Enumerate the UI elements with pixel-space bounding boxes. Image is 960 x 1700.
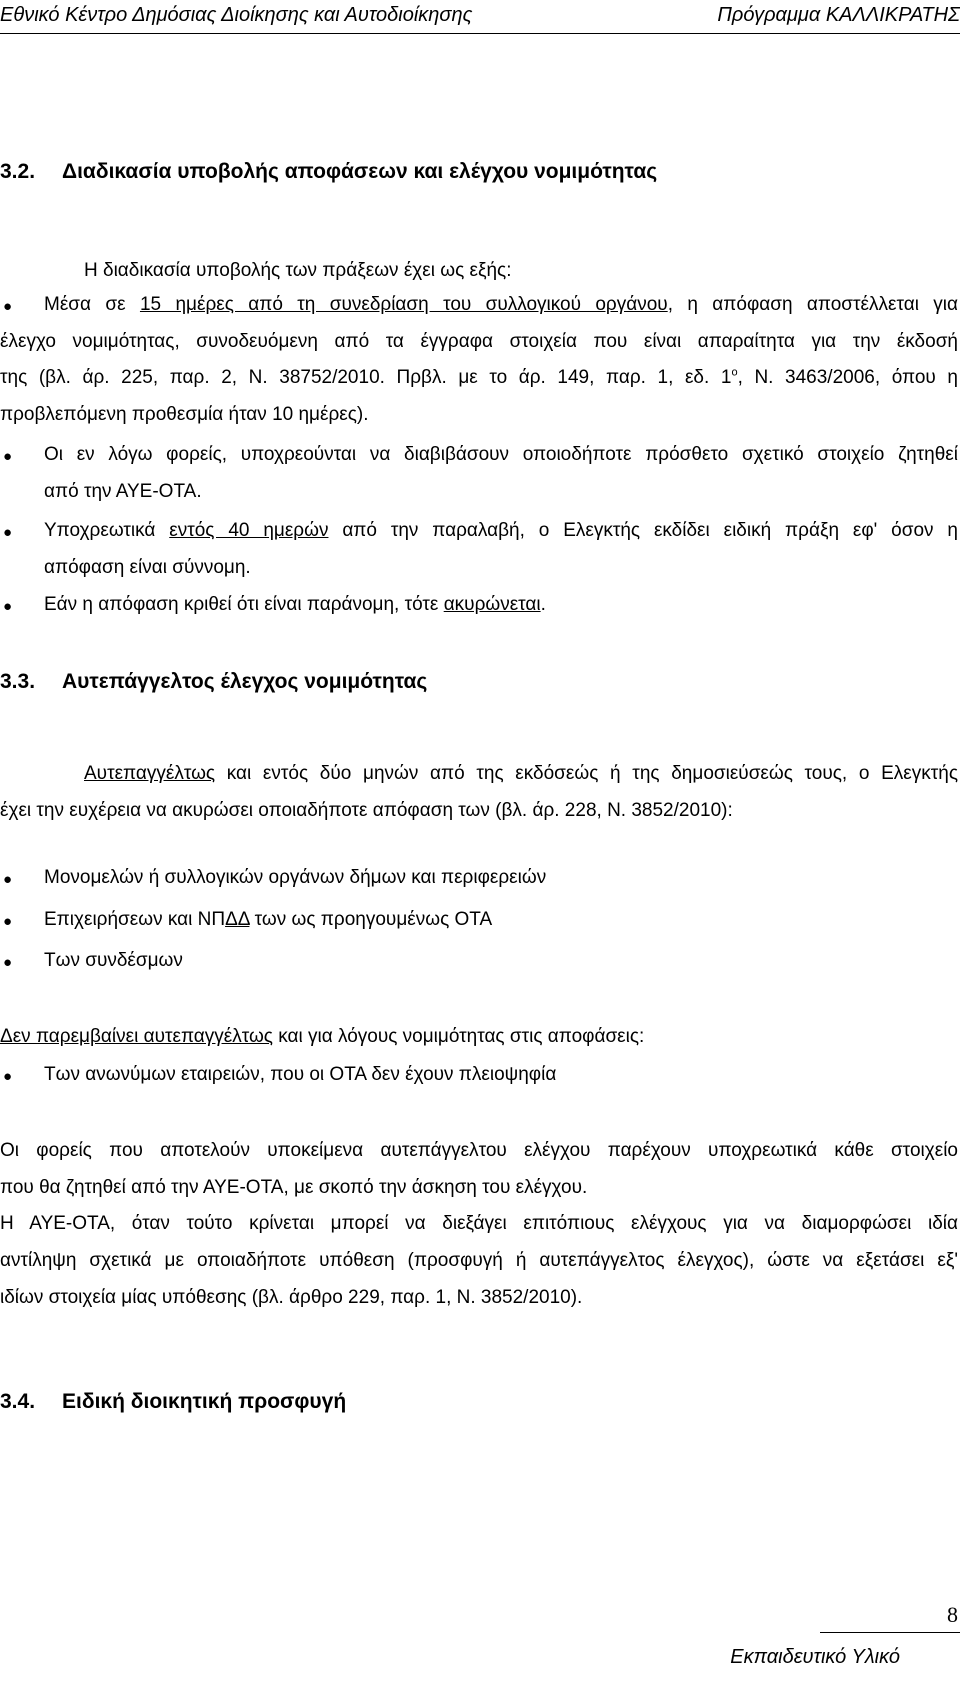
bullet-4-line: Εάν η απόφαση κριθεί ότι είναι παράνομη, τότε ακυρώνεται.: [44, 594, 546, 615]
section-number: 3.4.: [0, 1390, 36, 1413]
underlined-ex-officio: Αυτεπαγγέλτως: [84, 763, 216, 784]
bullet-icon: ●: [3, 448, 13, 465]
section-heading-3-4: [0, 1390, 346, 1414]
bullet-2-line-1: Οι εν λόγω φορείς, υποχρεούνται να διαβιβάσουν οποιοδήποτε πρόσθετο σχετικό στοιχείο ζητηθεί: [44, 444, 958, 465]
underlined-no-intervention: Δεν παρεμβαίνει αυτεπαγγέλτως: [0, 1026, 273, 1047]
bullet-icon: ●: [3, 1068, 13, 1085]
bullet-1-line-2: έλεγχο νομιμότητας, συνοδευόμενη από τα έγγραφα στοιχεία που είναι απαραίτητα για την έκδοσή: [0, 331, 958, 352]
section-title: Διαδικασία υποβολής αποφάσεων και ελέγχου νομιμότητας: [62, 160, 658, 183]
list-item-2: Επιχειρήσεων και ΝΠΔΔ των ως προηγουμένως ΟΤΑ: [44, 909, 493, 930]
bullet-1-line-3: της (βλ. άρ. 225, παρ. 2, Ν. 38752/2010. Πρβλ. με το άρ. 149, παρ. 1, εδ. $1^o$, Ν. 3463/2006, όπου η: [0, 366, 958, 388]
header-right: Πρόγραμμα ΚΑΛΛΙΚΡΑΤΗΣ: [717, 4, 960, 26]
footer-divider: [820, 1632, 960, 1633]
bullet-2-line-2: από την ΑΥΕ-ΟΤΑ.: [44, 481, 202, 502]
intro-paragraph: Η διαδικασία υποβολής των πράξεων έχει ως εξής:: [84, 260, 512, 281]
section-heading-3-2: [0, 160, 657, 184]
paragraph-4-line-3: ιδίων στοιχεία μίας υπόθεσης (βλ. άρθρο 229, παρ. 1, Ν. 3852/2010).: [0, 1287, 583, 1308]
bullet-1-line-1: Μέσα σε 15 ημέρες από τη συνεδρίαση του συλλογικού οργάνου, η απόφαση αποστέλλεται για: [44, 294, 958, 315]
paragraph-3-line-1: Οι φορείς που αποτελούν υποκείμενα αυτεπάγγελτου ελέγχου παρέχουν υποχρεωτικά κάθε στοιχείο: [0, 1140, 958, 1161]
bullet-icon: ●: [3, 598, 13, 615]
header-left: Εθνικό Κέντρο Δημόσιας Διοίκησης και Αυτοδιοίκησης: [0, 4, 473, 26]
paragraph-1-line-1: Αυτεπαγγέλτως και εντός δύο μηνών από της εκδόσεώς ή της δημοσιεύσεώς τους, ο Ελεγκτής: [84, 763, 958, 784]
section-title: Αυτεπάγγελτος έλεγχος νομιμότητας: [62, 670, 428, 693]
paragraph-1-line-2: έχει την ευχέρεια να ακυρώσει οποιαδήποτε απόφαση των (βλ. άρ. 228, Ν. 3852/2010):: [0, 800, 733, 821]
header-divider: [0, 33, 960, 34]
section-heading-3-3: [0, 670, 427, 694]
paragraph-3-line-2: που θα ζητηθεί από την ΑΥΕ-ΟΤΑ, με σκοπό την άσκηση του ελέγχου.: [0, 1177, 588, 1198]
bullet-3-line-1: Υποχρεωτικά εντός 40 ημερών από την παραλαβή, ο Ελεγκτής εκδίδει ειδική πράξη εφ' όσον η: [44, 520, 958, 541]
paragraph-4-line-1: Η ΑΥΕ-ΟΤΑ, όταν τούτο κρίνεται μπορεί να διεξάγει επιτόπιους ελέγχους για να διαμορφώσει ιδία: [0, 1213, 958, 1234]
bullet-icon: ●: [3, 871, 13, 888]
bullet-icon: ●: [3, 954, 13, 971]
paragraph-4-line-2: αντίληψη σχετικά με οποιαδήποτε υπόθεση (προσφυγή ή αυτεπάγγελτος έλεγχος), ώστε να εξετάσει εξ': [0, 1250, 958, 1271]
bullet-icon: ●: [3, 524, 13, 541]
bullet-3-line-2: απόφαση είναι σύννομη.: [44, 557, 251, 578]
list-item-1: Μονομελών ή συλλογικών οργάνων δήμων και περιφερειών: [44, 867, 547, 888]
paragraph-2: Δεν παρεμβαίνει αυτεπαγγέλτως και για λόγους νομιμότητας στις αποφάσεις:: [0, 1026, 645, 1047]
bullet-icon: ●: [3, 298, 13, 315]
bullet-icon: ●: [3, 913, 13, 930]
underlined-deadline: 15 ημέρες από τη συνεδρίαση του συλλογικού οργάνου: [139, 294, 668, 315]
list-item-4: Των ανωνύμων εταιρειών, που οι ΟΤΑ δεν έχουν πλειοψηφία: [44, 1064, 557, 1085]
underlined-annulled: ακυρώνεται: [443, 594, 541, 615]
footer-label: Εκπαιδευτικό Υλικό: [730, 1646, 900, 1668]
underlined-deadline: εντός 40 ημερών: [169, 520, 329, 541]
section-title: Ειδική διοικητική προσφυγή: [62, 1390, 347, 1413]
section-number: 3.3.: [0, 670, 36, 693]
list-item-3: Των συνδέσμων: [44, 950, 183, 971]
bullet-1-line-4: προβλεπόμενη προθεσμία ήταν 10 ημέρες).: [0, 404, 369, 425]
section-number: 3.2.: [0, 160, 36, 183]
page-number: 8: [947, 1602, 958, 1627]
